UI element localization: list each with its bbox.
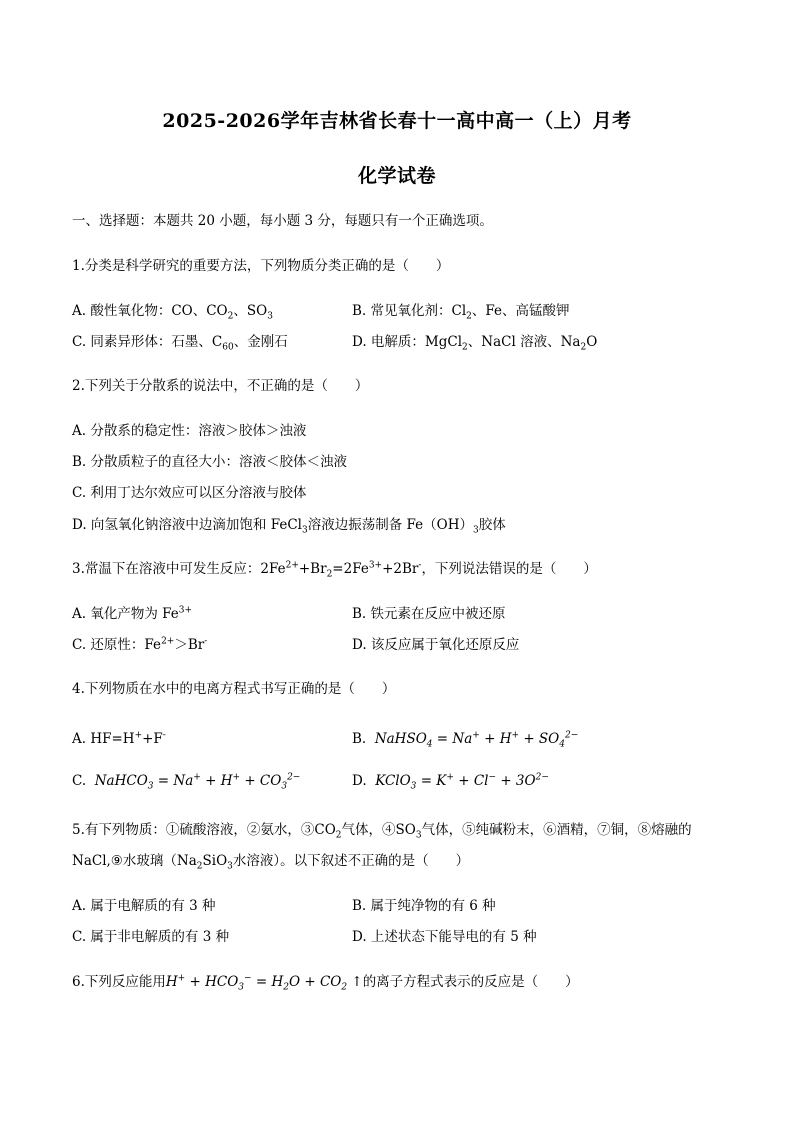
question-1-stem: 1.分类是科学研究的重要方法，下列物质分类正确的是（ ） — [72, 258, 450, 274]
q5-option-b: B. 属于纯净物的有 6 种 — [352, 898, 496, 914]
page-title: 2025-2026学年吉林省长春十一高中高一（上）月考 — [162, 110, 632, 132]
page-subtitle: 化学试卷 — [357, 165, 436, 187]
q4-option-d-equation: KClO$_3$ = $K^+ + Cl^- + 3O^{2-}$ — [375, 772, 549, 792]
q1-option-c: C. 同素异形体：石墨、$C_{60}$、金刚石 — [72, 334, 288, 353]
q2-option-d: D. 向氢氧化钠溶液中边滴加饱和 FeCl$_3$溶液边振荡制备 $Fe(OH)_3$胶体 — [72, 517, 506, 536]
question-2-stem: 2.下列关于分散系的说法中，不正确的是（ ） — [72, 378, 369, 394]
q6-equation: $H^+ + HCO_3^- = H_2O + CO_2$ ↑ — [165, 973, 363, 993]
q4-option-b-equation: NaHSO$_4$ = $Na^+ + H^+ + SO_4^{2-}$ — [374, 730, 579, 750]
question-4-stem: 4.下列物质在水中的电离方程式书写正确的是（ ） — [72, 681, 396, 697]
q3-option-c: C. 还原性：$Fe^{2+}>Br^-$ — [72, 636, 208, 653]
q5-option-d: D. 上述状态下能导电的有 5 种 — [352, 929, 537, 945]
q5-option-a: A. 属于电解质的有 3 种 — [72, 898, 216, 914]
q4-option-c-equation: NaHCO$_3$ = $Na^+ + H^+ + CO_3^{2-}$ — [94, 772, 301, 792]
q4-option-c: C. NaHCO$_3$ = $Na^+ + H^+ + CO_3^{2-}$ — [72, 772, 301, 792]
q5-option-c: C. 属于非电解质的有 3 种 — [72, 929, 230, 945]
q1-option-d: D. 电解质：MgCl$_2$、NaCl 溶液、$Na_2O$ — [352, 334, 598, 353]
q4-option-b: B. NaHSO$_4$ = $Na^+ + H^+ + SO_4^{2-}$ — [352, 730, 579, 750]
question-5-stem-line2: NaCl,⑨水玻璃（$Na_2SiO_3$水溶液）。以下叙述不正确的是（ ） — [72, 853, 470, 872]
question-3-stem: 3.常温下在溶液中可发生反应：$2Fe^{2+}+Br_2=2Fe^{3+}+2Br^-$，下列说法错误的是（ ） — [72, 560, 597, 580]
q3-option-b: B. 铁元素在反应中被还原 — [352, 606, 506, 622]
question-5-stem-line1: 5.有下列物质：①硫酸溶液，②氨水，$③CO_2$气体，$④SO_3$气体，⑤纯碱粉末，⑥酒精，⑦铜，⑧熔融的 — [72, 822, 692, 841]
q1-option-a: A. 酸性氧化物：CO、$CO_2$、$SO_3$ — [72, 303, 273, 322]
question-6-stem: 6.下列反应能用$H^+ + HCO_3^- = H_2O + CO_2$ ↑的离子方程式表示的反应是（ ） — [72, 973, 579, 993]
q1-option-b: B. 常见氧化剂：$Cl_2$、Fe、高锰酸钾 — [352, 303, 570, 322]
q3-option-a: A. 氧化产物为 $Fe^{3+}$ — [72, 605, 193, 622]
q4-option-a: A. HF=H++F- — [72, 730, 166, 747]
q4-option-d: D. KClO$_3$ = $K^+ + Cl^- + 3O^{2-}$ — [352, 772, 549, 792]
q2-option-b: B. 分散质粒子的直径大小：溶液＜胶体＜浊液 — [72, 454, 348, 470]
q3-option-d: D. 该反应属于氧化还原反应 — [352, 637, 520, 653]
section-heading: 一、选择题：本题共 20 小题，每小题 3 分，每题只有一个正确选项。 — [72, 213, 493, 229]
q2-option-a: A. 分散系的稳定性：溶液＞胶体＞浊液 — [72, 423, 307, 439]
q2-option-c: C. 利用丁达尔效应可以区分溶液与胶体 — [72, 485, 307, 501]
